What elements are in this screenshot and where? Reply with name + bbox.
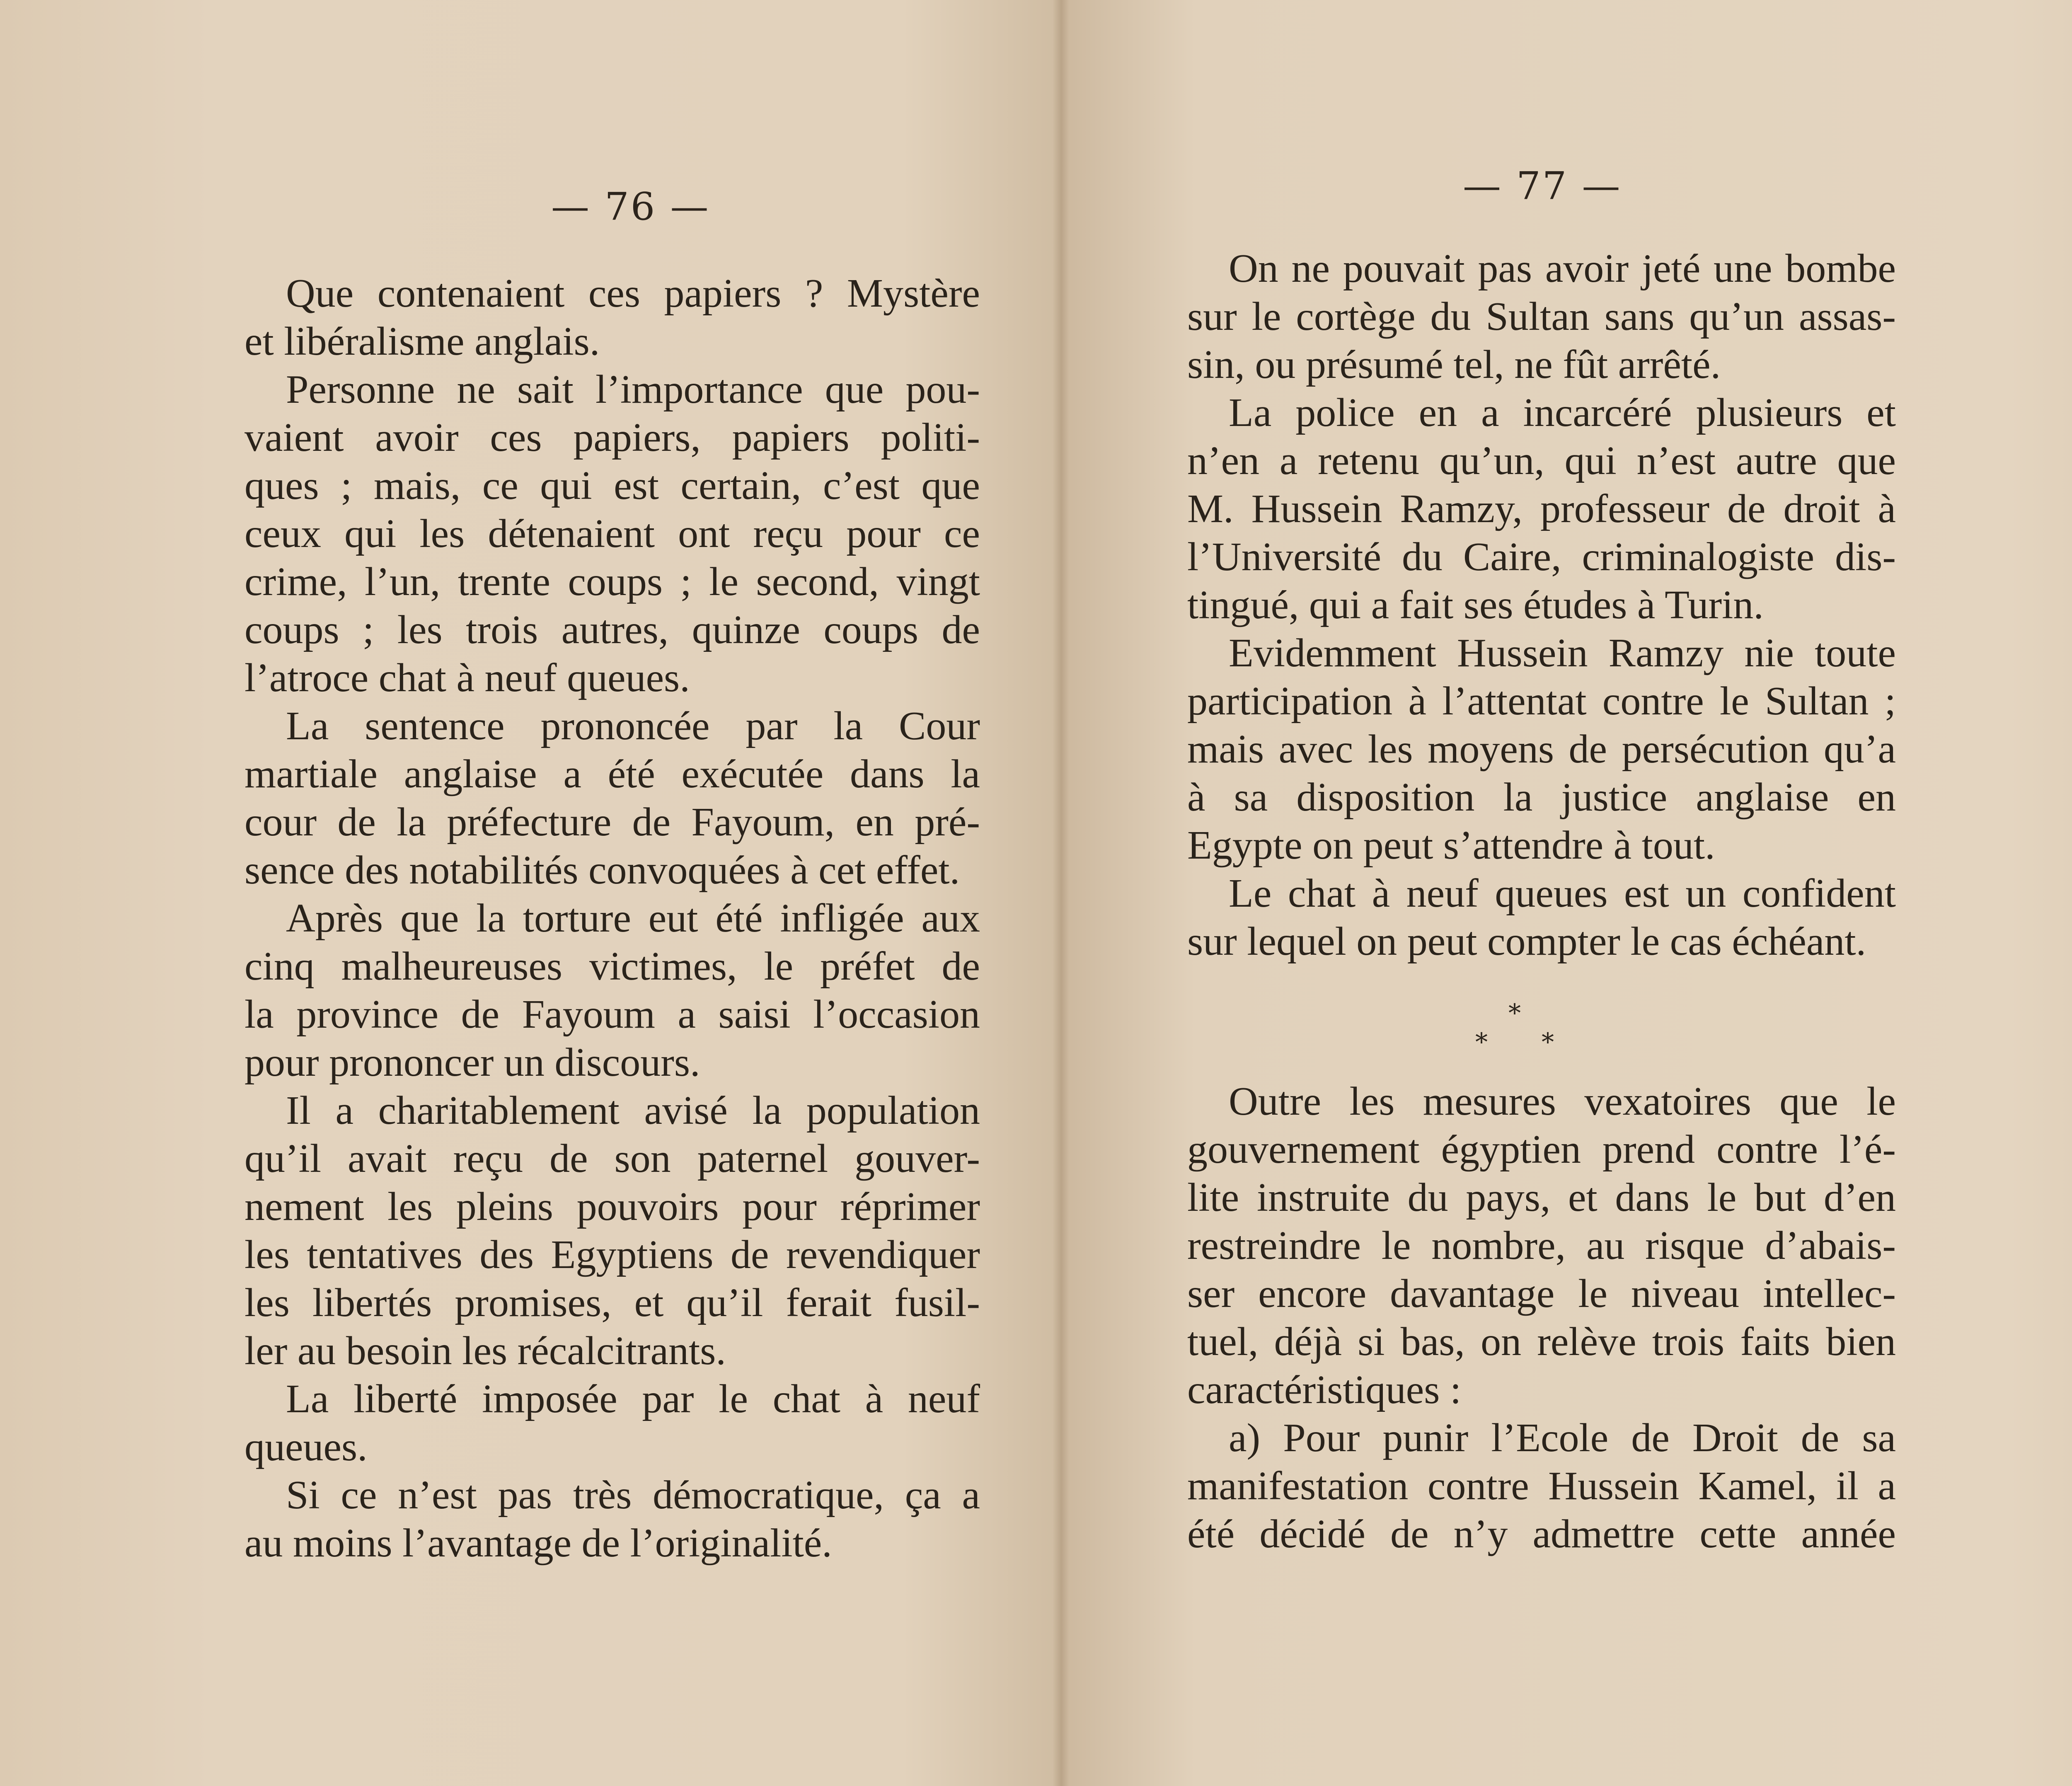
asterism-star: * [1508, 999, 1521, 1028]
text-line: La sentence prononcée par la Cour [286, 704, 980, 748]
text-line: Outre les mesures vexatoires que le [1229, 1079, 1896, 1124]
text-line: la province de Fayoum a saisi l’occasion [244, 992, 980, 1037]
text-line: tingué, qui a fait ses études à Turin. [1187, 583, 1764, 627]
text-line: M. Hussein Ramzy, professeur de droit à [1187, 486, 1896, 531]
text-line: manifestation contre Hussein Kamel, il a [1187, 1464, 1896, 1508]
text-line: les libertés promises, et qu’il ferait fusil- [244, 1280, 980, 1325]
text-line: sence des notabilités convoquées à cet effet. [244, 848, 960, 893]
text-line: Egypte on peut s’attendre à tout. [1187, 823, 1715, 868]
text-line: martiale anglaise a été exécutée dans la [244, 752, 980, 796]
text-line: ceux qui les détenaient ont reçu pour ce [244, 511, 980, 556]
text-line: Personne ne sait l’importance que pou- [286, 367, 980, 412]
text-line: et libéralisme anglais. [244, 319, 600, 364]
text-line: nement les pleins pouvoirs pour réprimer [244, 1184, 980, 1229]
page-number-right: — 77 — [1463, 164, 1622, 208]
text-line: ser encore davantage le niveau intellec- [1187, 1271, 1896, 1316]
text-line: caractéristiques : [1187, 1367, 1462, 1412]
text-line: Evidemment Hussein Ramzy nie toute [1229, 631, 1896, 675]
text-line: ler au besoin les récalcitrants. [244, 1329, 726, 1373]
text-line: On ne pouvait pas avoir jeté une bombe [1229, 246, 1896, 291]
text-line: Il a charitablement avisé la population [286, 1088, 980, 1133]
text-line: l’atroce chat à neuf queues. [244, 656, 690, 700]
text-line: sin, ou présumé tel, ne fût arrêté. [1187, 342, 1721, 387]
text-line: La liberté imposée par le chat à neuf [286, 1377, 980, 1421]
text-line: pour prononcer un discours. [244, 1040, 700, 1085]
text-line: queues. [244, 1425, 368, 1469]
right-page-text-bottom [1187, 1077, 1896, 1558]
text-line: participation à l’attentat contre le Sultan ; [1187, 679, 1896, 724]
right-page-text-top [1187, 244, 1896, 966]
page-number-left: — 76 — [551, 184, 710, 229]
text-line: a) Pour punir l’Ecole de Droit de sa [1229, 1416, 1896, 1460]
text-line: l’Université du Caire, criminalogiste dis- [1187, 535, 1896, 579]
text-line: n’en a retenu qu’un, qui n’est autre que [1187, 438, 1896, 483]
text-line: ques ; mais, ce qui est certain, c’est que [244, 463, 980, 508]
text-line: à sa disposition la justice anglaise en [1187, 775, 1896, 820]
asterism-star: * [1542, 1028, 1554, 1057]
text-line: vaient avoir ces papiers, papiers politi- [244, 415, 980, 460]
text-line: gouvernement égyptien prend contre l’é- [1187, 1127, 1896, 1172]
text-line: Si ce n’est pas très démocratique, ça a [286, 1473, 980, 1517]
asterism-star: * [1475, 1028, 1488, 1057]
text-line: tuel, déjà si bas, on relève trois faits bien [1187, 1319, 1896, 1364]
text-line: sur lequel on peut compter le cas échéant. [1187, 919, 1866, 964]
text-line: qu’il avait reçu de son paternel gouver- [244, 1136, 980, 1181]
text-line: les tentatives des Egyptiens de revendiquer [244, 1232, 980, 1277]
text-line: restreindre le nombre, au risque d’abais- [1187, 1223, 1896, 1268]
text-line: cour de la préfecture de Fayoum, en pré- [244, 800, 980, 845]
text-line: été décidé de n’y admettre cette année [1187, 1512, 1896, 1556]
text-line: cinq malheureuses victimes, le préfet de [244, 944, 980, 989]
text-line: crime, l’un, trente coups ; le second, vingt [244, 559, 980, 604]
text-line: mais avec les moyens de persécution qu’a [1187, 727, 1896, 772]
text-line: lite instruite du pays, et dans le but d’en [1187, 1175, 1896, 1220]
text-line: La police en a incarcéré plusieurs et [1229, 390, 1896, 435]
text-line: Que contenaient ces papiers ? Mystère [286, 271, 980, 316]
text-line: sur le cortège du Sultan sans qu’un assas- [1187, 294, 1896, 339]
text-line: Le chat à neuf queues est un confident [1229, 871, 1896, 916]
text-line: au moins l’avantage de l’originalité. [244, 1521, 832, 1566]
text-line: Après que la torture eut été infligée aux [286, 896, 980, 941]
left-page-text [244, 269, 980, 1567]
book-gutter [1053, 0, 1069, 1786]
text-line: coups ; les trois autres, quinze coups de [244, 607, 980, 652]
